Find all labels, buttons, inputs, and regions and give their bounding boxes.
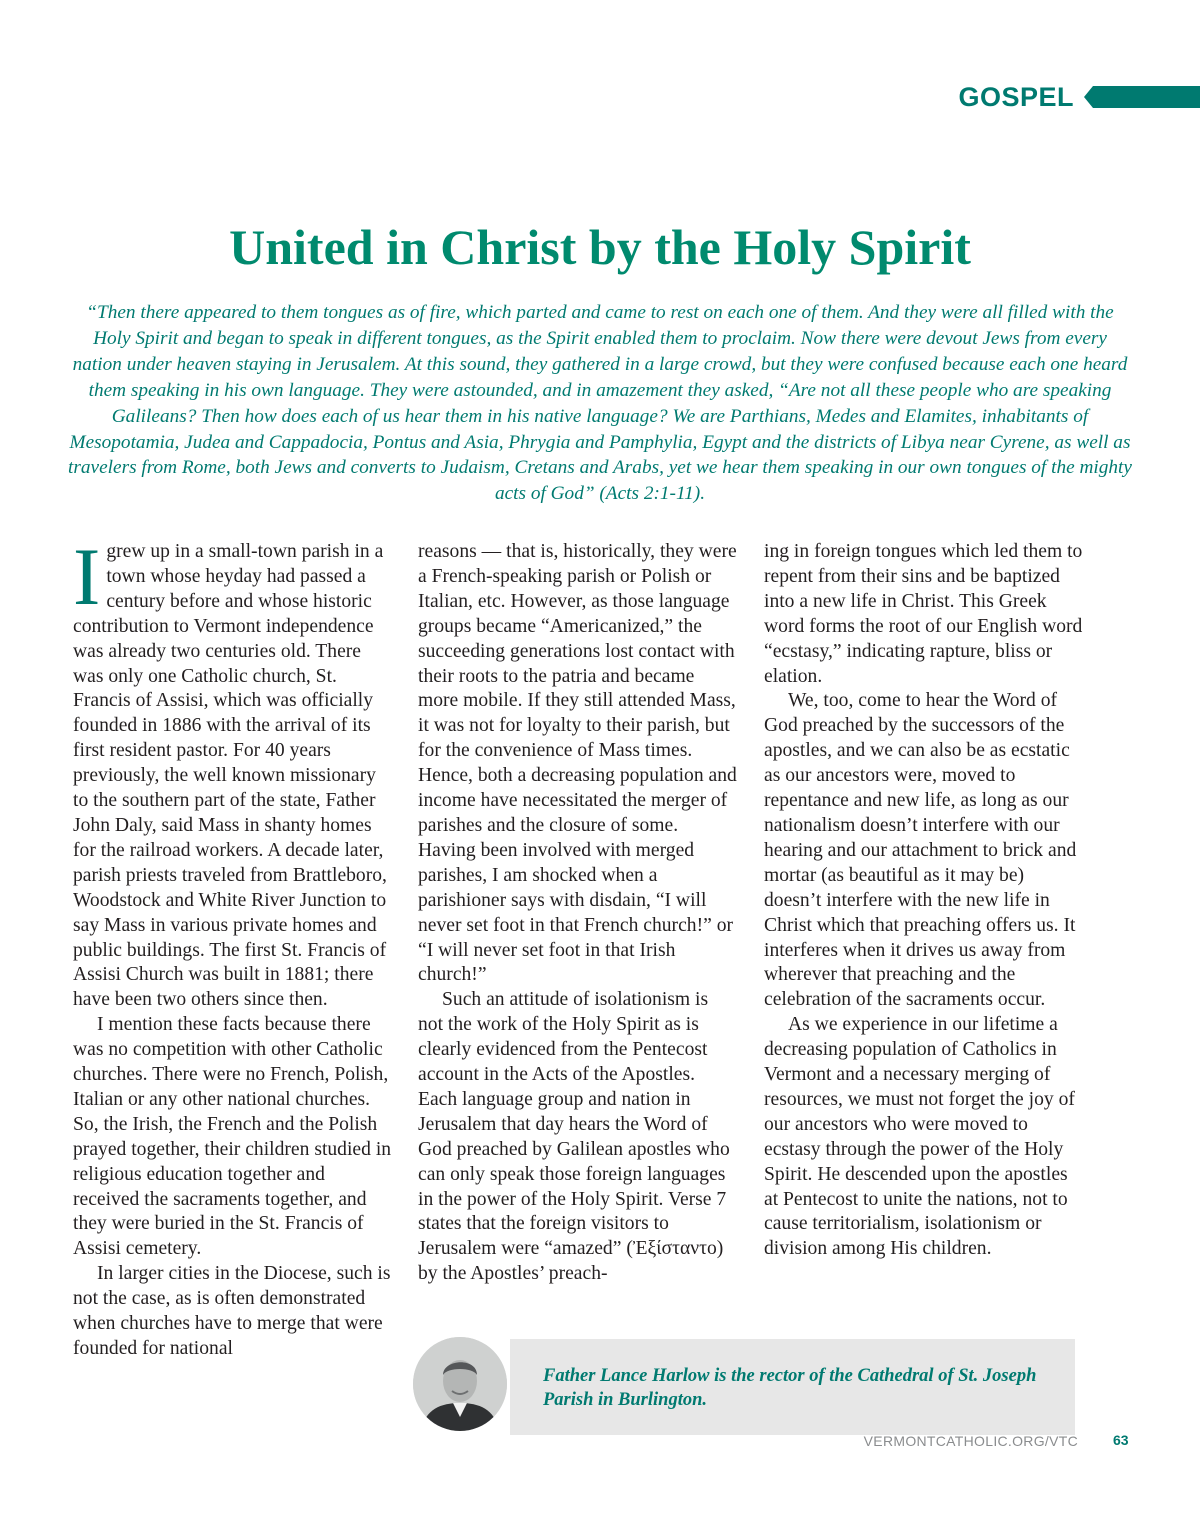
article-column-1	[73, 531, 393, 1362]
author-photo	[413, 1337, 507, 1431]
author-portrait-icon	[413, 1337, 507, 1431]
article-paragraph: We, too, come to hear the Word of God preached by the successors of the apostles, and we can also be as ecstatic as our ancestors were, moved to repentance and new life, as long as our nationalism doesn’t interfere with our hearing and our attachment to brick and mortar (as beautiful as it may be) doesn’t interfere with the new life in Christ which that preaching offers us. It interferes when it drives us away from wherever that preaching and the celebration of the sacraments occur.	[764, 690, 1077, 1011]
section-tag	[958, 80, 1200, 114]
article-column-3	[764, 540, 1084, 1262]
author-bio: Father Lance Harlow is the rector of the Cathedral of St. Joseph Parish in Burlington.	[543, 1366, 1037, 1410]
article-paragraph: Such an attitude of isolationism is not the work of the Holy Spirit as is clearly evidenced from the Pentecost account in the Acts of the Apostles. Each language group and nation in Jerusalem that day hears the Word of God preached by Galilean apostles who can only speak those foreign languages in the power of the Holy Spirit. Verse 7 states that the foreign visitors to Jerusalem were “amazed” (Ἐξίσταντο) by the Apostles’ preach-	[418, 989, 730, 1285]
scripture-epigraph: “Then there appeared to them tongues as of fire, which parted and came to rest on each one of them. And they were all filled with the Holy Spirit and began to speak in different tongues, as the Spirit enabled them to proclaim. Now there were devout Jews from every nation under heaven staying in Jerusalem. At this sound, they gathered in a large crowd, but they were confused because each one heard them speaking in his own language. They were astounded, and in amazement they asked, “Are not all these people who are speaking Galileans? Then how does each of us hear them in his native language? We are Parthians, Medes and Elamites, inhabitants of Mesopotamia, Judea and Cappadocia, Pontus and Asia, Phrygia and Pamphylia, Egypt and the districts of Libya near Cyrene, as well as travelers from Rome, both Jews and converts to Judaism, Cretans and Arabs, yet we hear them speaking in our own tongues of the mighty acts of God” (Acts 2:1-11).	[68, 302, 1132, 505]
page-number: 63	[1113, 1432, 1129, 1448]
article-paragraph: As we experience in our lifetime a decreasing population of Catholics in Vermont and a necessary merging of resources, we must not forget the joy of our ancestors who were moved to ecstasy through the power of the Holy Spirit. He descended upon the apostles at Pentecost to unite the nations, not to cause territorialism, isolationism or division among His children.	[764, 1014, 1075, 1260]
article-paragraph: ing in foreign tongues which led them to repent from their sins and be baptized into a new life in Christ. This Greek word forms the root of our English word “ecstasy,” indicating rapture, bliss or elation.	[764, 541, 1083, 687]
footer-url: VERMONTCATHOLIC.ORG/VTC	[863, 1433, 1078, 1449]
article-paragraph: In larger cities in the Diocese, such is not the case, as is often demonstrated when churches have to merge that were founded for national	[73, 1263, 391, 1359]
article-paragraph: I mention these facts because there was no competition with other Catholic churches. There were no French, Polish, Italian or any other national churches. So, the Irish, the French and the Polish prayed together, their children studied in religious education together and received the sacraments together, and they were buried in the St. Francis of Assisi cemetery.	[73, 1014, 392, 1260]
article-paragraph	[73, 531, 393, 1013]
paragraph-text: grew up in a small-town parish in a town whose heyday had passed a century before and whose historic contribution to Vermont independence was already two centuries old. There was only one Catholic church, St. Francis of Assisi, which was officially founded in 1886 with the arrival of its first resident pastor. For 40 years previously, the well known missionary to the southern part of the state, Father John Daly, said Mass in shanty homes for the railroad workers. A decade later, parish priests traveled from Brattleboro, Woodstock and White River Junction to say Mass in various private homes and public buildings. The first St. Francis of Assisi Church was built in 1881; there have been two others since then.	[73, 541, 387, 1011]
section-arrow-icon	[1084, 86, 1200, 108]
article-paragraph: reasons — that is, historically, they were a French-speaking parish or Polish or Italian, etc. However, as those language groups became “Americanized,” the succeeding generations lost contact with their roots to the patria and became more mobile. If they still attended Mass, it was not for loyalty to their parish, but for the convenience of Mass times. Hence, both a decreasing population and income have necessitated the merger of parishes and the closure of some. Having been involved with merged parishes, I am shocked when a parishioner says with disdain, “I will never set foot in that French church!” or “I will never set foot in that Irish church!”	[418, 541, 737, 986]
section-label: GOSPEL	[958, 81, 1074, 112]
article-title: United in Christ by the Holy Spirit	[229, 219, 971, 275]
drop-cap: I	[73, 531, 101, 622]
article-column-2	[418, 540, 738, 1287]
